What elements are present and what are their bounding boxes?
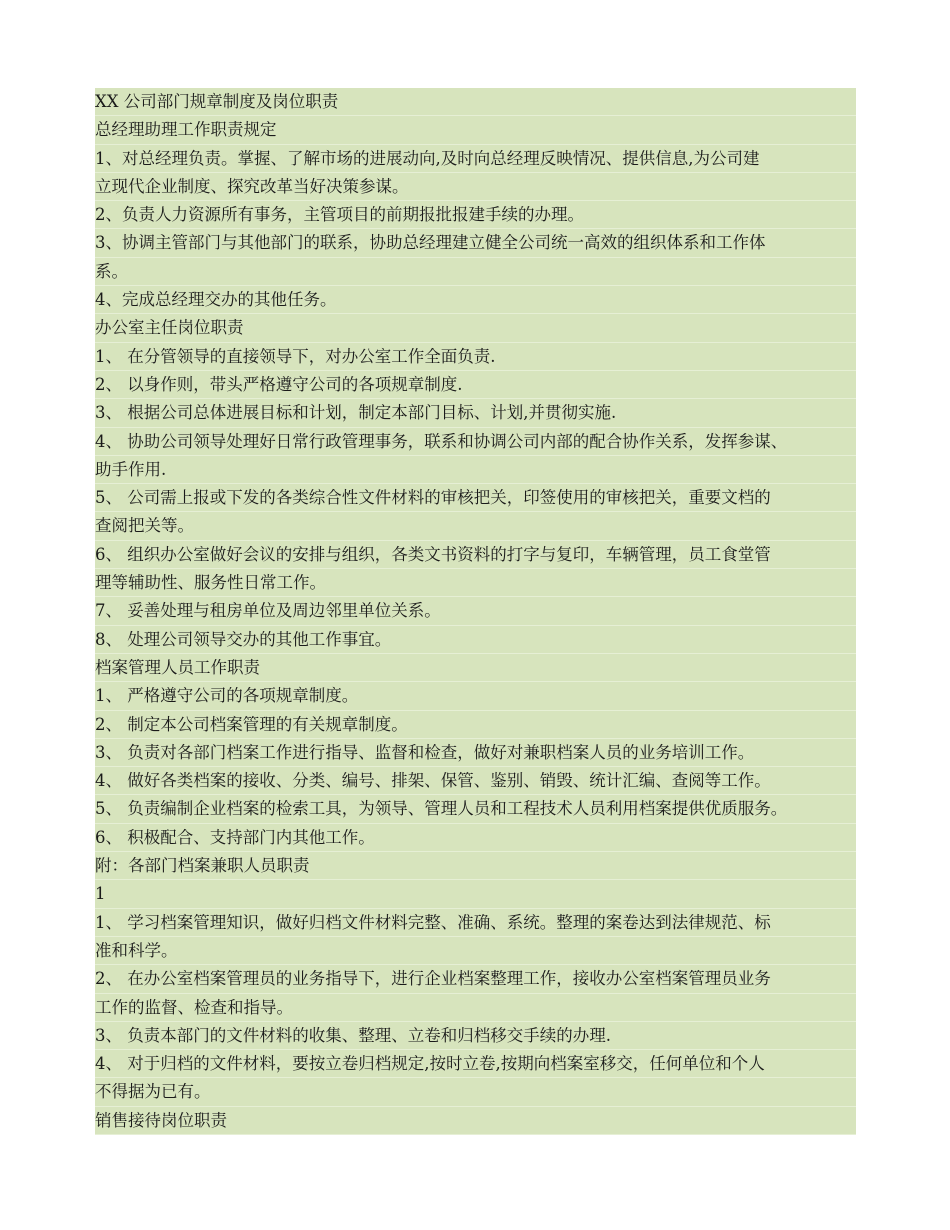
paragraph-line: 查阅把关等。 [95,512,856,540]
paragraph-line: 5、 负责编制企业档案的检索工具，为领导、管理人员和工程技术人员利用档案提供优质服务。 [95,795,856,823]
paragraph-line: 3、协调主管部门与其他部门的联系，协助总经理建立健全公司统一高效的组织体系和工作体 [95,229,856,257]
section-heading: 销售接待岗位职责 [95,1107,856,1135]
paragraph-line: 4、 做好各类档案的接收、分类、编号、排架、保管、鉴别、销毁、统计汇编、查阅等工作。 [95,767,856,795]
paragraph-line: 7、 妥善处理与租房单位及周边邻里单位关系。 [95,597,856,625]
paragraph-line: 4、 协助公司领导处理好日常行政管理事务，联系和协调公司内部的配合协作关系，发挥参谋、 [95,428,856,456]
paragraph-line: 1、 在分管领导的直接领导下，对办公室工作全面负责. [95,343,856,371]
section-heading: 档案管理人员工作职责 [95,654,856,682]
paragraph-line: 1、 严格遵守公司的各项规章制度。 [95,682,856,710]
paragraph-line: 3、 负责对各部门档案工作进行指导、监督和检查，做好对兼职档案人员的业务培训工作。 [95,739,856,767]
document-body [95,88,856,1135]
paragraph-line: 2、 在办公室档案管理员的业务指导下，进行企业档案整理工作，接收办公室档案管理员业务 [95,965,856,993]
paragraph-line: 1、 学习档案管理知识，做好归档文件材料完整、准确、系统。整理的案卷达到法律规范、标 [95,909,856,937]
page-number: 1 [95,880,856,908]
doc-title: XX 公司部门规章制度及岗位职责 [95,88,856,116]
paragraph-line: 8、 处理公司领导交办的其他工作事宜。 [95,626,856,654]
section-heading: 附：各部门档案兼职人员职责 [95,852,856,880]
paragraph-line: 立现代企业制度、探究改革当好决策参谋。 [95,173,856,201]
paragraph-line: 3、 根据公司总体进展目标和计划，制定本部门目标、计划,并贯彻实施. [95,399,856,427]
paragraph-line: 工作的监督、检查和指导。 [95,994,856,1022]
paragraph-line: 理等辅助性、服务性日常工作。 [95,569,856,597]
paragraph-line: 6、 组织办公室做好会议的安排与组织，各类文书资料的打字与复印，车辆管理，员工食堂管 [95,541,856,569]
paragraph-line: 4、 对于归档的文件材料，要按立卷归档规定,按时立卷,按期向档案室移交，任何单位和个人 [95,1050,856,1078]
paragraph-line: 2、 以身作则，带头严格遵守公司的各项规章制度. [95,371,856,399]
section-heading: 办公室主任岗位职责 [95,314,856,342]
paragraph-line: 3、 负责本部门的文件材料的收集、整理、立卷和归档移交手续的办理. [95,1022,856,1050]
paragraph-line: 2、负责人力资源所有事务，主管项目的前期报批报建手续的办理。 [95,201,856,229]
section-heading: 总经理助理工作职责规定 [95,116,856,144]
paragraph-line: 助手作用. [95,456,856,484]
paragraph-line: 4、完成总经理交办的其他任务。 [95,286,856,314]
paragraph-line: 不得据为已有。 [95,1078,856,1106]
paragraph-line: 5、 公司需上报或下发的各类综合性文件材料的审核把关，印签使用的审核把关，重要文档的 [95,484,856,512]
paragraph-line: 6、 积极配合、支持部门内其他工作。 [95,824,856,852]
paragraph-line: 1、对总经理负责。掌握、了解市场的进展动向,及时向总经理反映情况、提供信息,为公司建 [95,145,856,173]
paragraph-line: 准和科学。 [95,937,856,965]
paragraph-line: 系。 [95,258,856,286]
paragraph-line: 2、 制定本公司档案管理的有关规章制度。 [95,711,856,739]
